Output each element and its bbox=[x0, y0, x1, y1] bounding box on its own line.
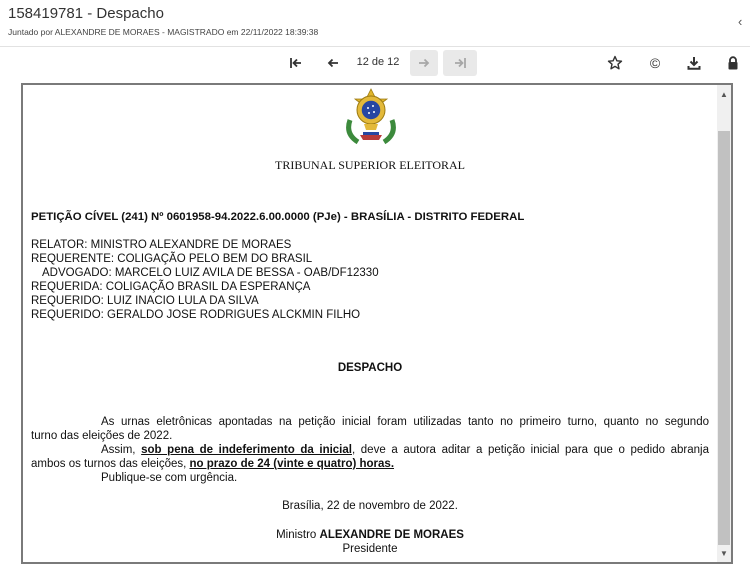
coat-of-arms-emblem bbox=[340, 86, 402, 151]
favorite-button[interactable] bbox=[601, 50, 629, 76]
last-page-icon bbox=[443, 50, 477, 76]
paragraph-2-assim: Assim, bbox=[101, 444, 142, 456]
document-viewer[interactable] bbox=[21, 83, 733, 564]
date-place: Brasília, 22 de novembro de 2022. bbox=[282, 500, 458, 512]
paragraph-2-penalty: sob pena de indeferimento da inicial bbox=[141, 444, 352, 456]
lock-button[interactable] bbox=[719, 50, 747, 76]
previous-page-button[interactable] bbox=[319, 50, 347, 76]
vertical-scrollbar[interactable] bbox=[717, 85, 731, 562]
star-icon bbox=[601, 50, 629, 76]
copyright-icon: © bbox=[649, 55, 661, 71]
case-line: PETIÇÃO CÍVEL (241) Nº 0601958-94.2022.6.00.0000 (PJe) - BRASÍLIA - DISTRITO FEDERAL bbox=[31, 211, 525, 223]
download-button[interactable] bbox=[680, 50, 708, 76]
party-relator: RELATOR: MINISTRO ALEXANDRE DE MORAES bbox=[31, 239, 292, 251]
paragraph-1-line-2: turno das eleições de 2022. bbox=[31, 430, 173, 442]
next-page-icon bbox=[410, 50, 438, 76]
page-indicator: 12 de 12 bbox=[356, 56, 400, 68]
court-name: TRIBUNAL SUPERIOR ELEITORAL bbox=[275, 158, 465, 172]
next-page-button[interactable] bbox=[410, 50, 438, 76]
party-requerida: REQUERIDA: COLIGAÇÃO BRASIL DA ESPERANÇA bbox=[31, 281, 311, 293]
scrollbar-thumb[interactable] bbox=[718, 131, 730, 545]
signature-name: ALEXANDRE DE MORAES bbox=[319, 529, 464, 541]
paragraph-3: Publique-se com urgência. bbox=[101, 472, 238, 484]
last-page-button[interactable] bbox=[443, 50, 477, 76]
paragraph-2-line-1 bbox=[31, 444, 709, 456]
paragraph-2-both-turns: ambos os turnos das eleições, bbox=[31, 458, 190, 470]
copyright-button[interactable] bbox=[641, 50, 669, 76]
party-requerido-1: REQUERIDO: LUIZ INACIO LULA DA SILVA bbox=[31, 295, 259, 307]
download-icon bbox=[680, 50, 708, 76]
chevron-left-icon[interactable]: ‹ bbox=[738, 14, 743, 29]
document-heading: DESPACHO bbox=[337, 362, 403, 374]
paragraph-2-deadline: no prazo de 24 (vinte e quatro) horas. bbox=[189, 458, 395, 470]
first-page-button[interactable] bbox=[282, 50, 310, 76]
document-page bbox=[23, 85, 717, 562]
signature-prefix: Ministro bbox=[276, 529, 320, 541]
scroll-down-icon[interactable]: ▼ bbox=[720, 548, 728, 558]
header-divider bbox=[0, 46, 750, 47]
signature-line bbox=[23, 529, 717, 541]
previous-page-icon bbox=[319, 50, 347, 76]
document-header bbox=[0, 0, 750, 46]
paragraph-2-rest: , deve a autora aditar a petição inicial para que o pedido abranja bbox=[351, 444, 710, 456]
party-advogado: ADVOGADO: MARCELO LUIZ AVILA DE BESSA - OAB/DF12330 bbox=[42, 267, 379, 279]
document-subtitle: Juntado por ALEXANDRE DE MORAES - MAGISTRADO em 22/11/2022 18:39:38 bbox=[8, 27, 319, 37]
paragraph-2-line-2 bbox=[31, 458, 394, 470]
document-title: 158419781 - Despacho bbox=[8, 5, 164, 22]
party-requerido-2: REQUERIDO: GERALDO JOSE RODRIGUES ALCKMIN FILHO bbox=[31, 309, 361, 321]
lock-icon bbox=[719, 50, 747, 76]
paragraph-1-line-1: As urnas eletrônicas apontadas na petição inicial foram utilizadas tanto no primeiro turno, quanto no segundo bbox=[101, 416, 709, 428]
scroll-up-icon[interactable]: ▲ bbox=[720, 89, 728, 99]
first-page-icon bbox=[282, 50, 310, 76]
party-requerente: REQUERENTE: COLIGAÇÃO PELO BEM DO BRASIL bbox=[31, 253, 313, 265]
signature-role: Presidente bbox=[342, 543, 398, 555]
